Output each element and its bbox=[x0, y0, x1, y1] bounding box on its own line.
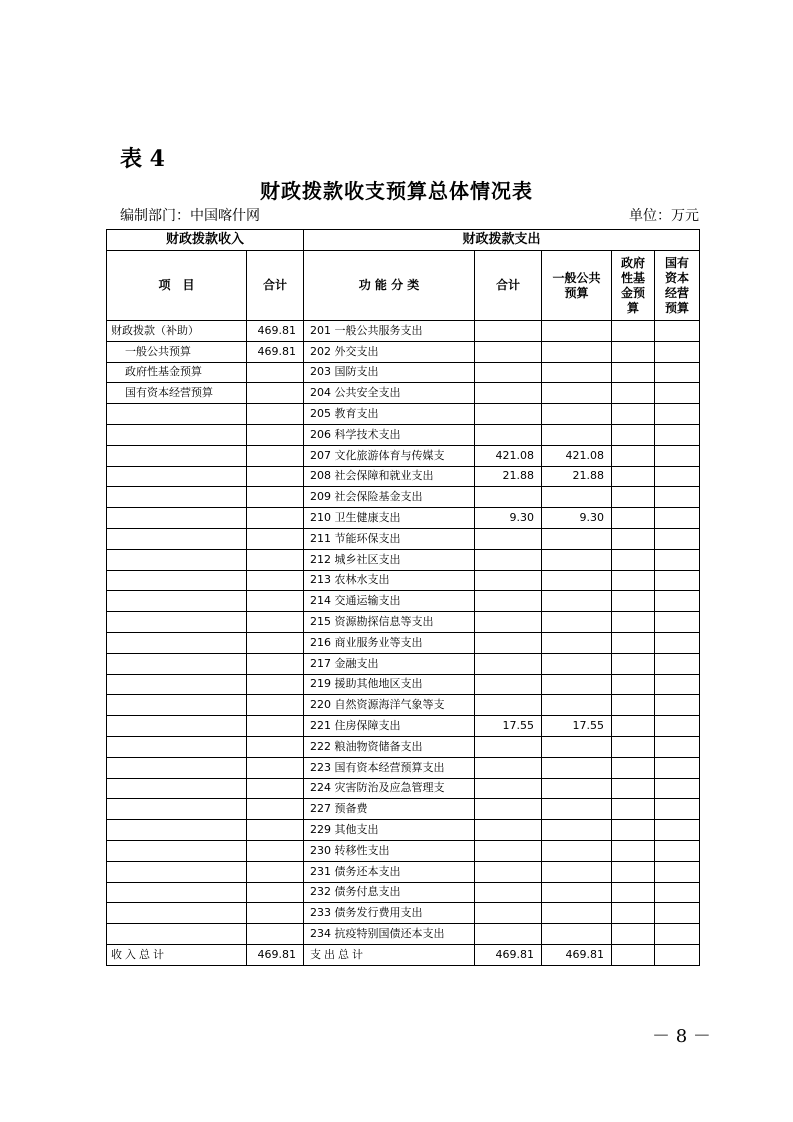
expense-total-cell bbox=[475, 861, 542, 882]
income-item-cell bbox=[107, 674, 247, 695]
state-capital-budget-cell bbox=[655, 903, 700, 924]
table-row bbox=[107, 424, 700, 445]
income-total-cell bbox=[247, 778, 304, 799]
income-total-cell bbox=[247, 903, 304, 924]
table-number: 表 4 bbox=[120, 146, 165, 172]
table-row bbox=[107, 778, 700, 799]
expense-total-cell bbox=[475, 570, 542, 591]
department-label: 编制部门：中国喀什网 bbox=[120, 208, 260, 224]
item-header: 项 目 bbox=[107, 251, 247, 321]
gov-fund-budget-header: 政府性基金预算 bbox=[612, 251, 655, 321]
income-total-label: 收入总计 bbox=[107, 944, 247, 965]
state-capital-budget-cell bbox=[655, 695, 700, 716]
expense-total-cell bbox=[475, 487, 542, 508]
income-total-cell bbox=[247, 570, 304, 591]
income-total-header: 合计 bbox=[247, 251, 304, 321]
income-total-cell bbox=[247, 695, 304, 716]
expense-total-cell bbox=[475, 840, 542, 861]
income-item-cell bbox=[107, 591, 247, 612]
expense-total-cell: 421.08 bbox=[475, 445, 542, 466]
function-class-cell: 212 城乡社区支出 bbox=[304, 549, 475, 570]
income-total-cell bbox=[247, 653, 304, 674]
function-class-cell: 208 社会保障和就业支出 bbox=[304, 466, 475, 487]
table-row bbox=[107, 341, 700, 362]
expense-total-cell bbox=[475, 362, 542, 383]
income-total-cell bbox=[247, 612, 304, 633]
general-budget-cell bbox=[542, 924, 612, 945]
state-capital-budget-cell bbox=[655, 674, 700, 695]
gov-fund-budget-cell bbox=[612, 612, 655, 633]
expense-total-cell bbox=[475, 632, 542, 653]
income-grand-total: 469.81 bbox=[247, 944, 304, 965]
state-capital-budget-cell bbox=[655, 466, 700, 487]
function-class-cell: 201 一般公共服务支出 bbox=[304, 321, 475, 342]
gov-fund-budget-cell bbox=[612, 820, 655, 841]
function-class-cell: 232 债务付息支出 bbox=[304, 882, 475, 903]
income-total-cell bbox=[247, 383, 304, 404]
gov-fund-budget-cell bbox=[612, 757, 655, 778]
expense-total-cell bbox=[475, 612, 542, 633]
income-item-cell bbox=[107, 820, 247, 841]
general-budget-cell bbox=[542, 778, 612, 799]
income-total-cell bbox=[247, 716, 304, 737]
income-total-cell bbox=[247, 424, 304, 445]
gov-fund-budget-cell bbox=[612, 882, 655, 903]
state-capital-budget-cell bbox=[655, 612, 700, 633]
income-total-cell bbox=[247, 820, 304, 841]
income-item-cell bbox=[107, 882, 247, 903]
expense-total-cell bbox=[475, 321, 542, 342]
function-class-cell: 220 自然资源海洋气象等支 bbox=[304, 695, 475, 716]
expense-total-cell bbox=[475, 383, 542, 404]
gov-fund-budget-cell bbox=[612, 653, 655, 674]
income-total-cell: 469.81 bbox=[247, 321, 304, 342]
general-budget-cell: 9.30 bbox=[542, 508, 612, 529]
income-total-cell bbox=[247, 404, 304, 425]
income-total-cell bbox=[247, 757, 304, 778]
general-budget-cell bbox=[542, 528, 612, 549]
state-capital-budget-cell bbox=[655, 924, 700, 945]
income-total-cell bbox=[247, 362, 304, 383]
income-total-cell bbox=[247, 674, 304, 695]
general-budget-cell bbox=[542, 674, 612, 695]
table-row bbox=[107, 570, 700, 591]
income-item-cell bbox=[107, 716, 247, 737]
general-budget-cell bbox=[542, 321, 612, 342]
state-capital-budget-cell bbox=[655, 591, 700, 612]
state-capital-budget-cell bbox=[655, 445, 700, 466]
state-capital-budget-cell bbox=[655, 716, 700, 737]
gov-fund-grand-total bbox=[612, 944, 655, 965]
general-budget-cell bbox=[542, 487, 612, 508]
income-item-cell bbox=[107, 695, 247, 716]
general-budget-cell bbox=[542, 861, 612, 882]
income-item-cell bbox=[107, 404, 247, 425]
gov-fund-budget-cell bbox=[612, 674, 655, 695]
expense-total-cell: 9.30 bbox=[475, 508, 542, 529]
income-total-cell bbox=[247, 632, 304, 653]
general-budget-cell bbox=[542, 424, 612, 445]
general-budget-grand-total: 469.81 bbox=[542, 944, 612, 965]
expense-total-cell bbox=[475, 820, 542, 841]
table-row bbox=[107, 674, 700, 695]
general-budget-header: 一般公共预算 bbox=[542, 251, 612, 321]
expense-total-cell bbox=[475, 757, 542, 778]
function-class-cell: 221 住房保障支出 bbox=[304, 716, 475, 737]
income-item-cell: 一般公共预算 bbox=[107, 341, 247, 362]
income-total-cell bbox=[247, 528, 304, 549]
income-item-cell bbox=[107, 736, 247, 757]
state-capital-budget-cell bbox=[655, 799, 700, 820]
gov-fund-budget-cell bbox=[612, 362, 655, 383]
table-row bbox=[107, 695, 700, 716]
gov-fund-budget-cell bbox=[612, 404, 655, 425]
table-row bbox=[107, 799, 700, 820]
income-item-cell bbox=[107, 528, 247, 549]
function-class-cell: 234 抗疫特别国债还本支出 bbox=[304, 924, 475, 945]
state-capital-budget-cell bbox=[655, 882, 700, 903]
state-capital-budget-cell bbox=[655, 840, 700, 861]
income-item-cell bbox=[107, 466, 247, 487]
expense-total-cell bbox=[475, 736, 542, 757]
function-class-cell: 206 科学技术支出 bbox=[304, 424, 475, 445]
table-row bbox=[107, 404, 700, 425]
general-budget-cell bbox=[542, 757, 612, 778]
gov-fund-budget-cell bbox=[612, 528, 655, 549]
table-row bbox=[107, 653, 700, 674]
income-total-cell bbox=[247, 882, 304, 903]
function-class-cell: 219 援助其他地区支出 bbox=[304, 674, 475, 695]
state-capital-budget-cell bbox=[655, 321, 700, 342]
page-number: － 8 － bbox=[652, 1026, 711, 1047]
income-item-cell bbox=[107, 508, 247, 529]
income-item-cell: 国有资本经营预算 bbox=[107, 383, 247, 404]
table-row bbox=[107, 466, 700, 487]
general-budget-cell bbox=[542, 632, 612, 653]
expense-total-cell bbox=[475, 882, 542, 903]
header-group-row bbox=[107, 230, 700, 251]
income-total-cell bbox=[247, 508, 304, 529]
table-row bbox=[107, 757, 700, 778]
expense-grand-total: 469.81 bbox=[475, 944, 542, 965]
gov-fund-budget-cell bbox=[612, 736, 655, 757]
budget-table bbox=[106, 229, 700, 966]
state-capital-budget-cell bbox=[655, 487, 700, 508]
gov-fund-budget-cell bbox=[612, 924, 655, 945]
state-capital-budget-header: 国有资本经营预算 bbox=[655, 251, 700, 321]
income-item-cell bbox=[107, 424, 247, 445]
table-row bbox=[107, 508, 700, 529]
table-row bbox=[107, 632, 700, 653]
general-budget-cell bbox=[542, 549, 612, 570]
income-item-cell bbox=[107, 861, 247, 882]
income-total-cell bbox=[247, 924, 304, 945]
function-class-cell: 203 国防支出 bbox=[304, 362, 475, 383]
function-class-cell: 215 资源勘探信息等支出 bbox=[304, 612, 475, 633]
expense-total-cell bbox=[475, 549, 542, 570]
function-class-cell: 224 灾害防治及应急管理支 bbox=[304, 778, 475, 799]
table-row bbox=[107, 840, 700, 861]
income-item-cell bbox=[107, 924, 247, 945]
gov-fund-budget-cell bbox=[612, 445, 655, 466]
income-total-cell bbox=[247, 799, 304, 820]
header-column-row bbox=[107, 251, 700, 321]
function-class-cell: 231 债务还本支出 bbox=[304, 861, 475, 882]
table-row bbox=[107, 924, 700, 945]
gov-fund-budget-cell bbox=[612, 321, 655, 342]
general-budget-cell bbox=[542, 820, 612, 841]
income-item-cell bbox=[107, 570, 247, 591]
expense-total-cell bbox=[475, 653, 542, 674]
gov-fund-budget-cell bbox=[612, 424, 655, 445]
table-row bbox=[107, 736, 700, 757]
function-class-cell: 214 交通运输支出 bbox=[304, 591, 475, 612]
gov-fund-budget-cell bbox=[612, 466, 655, 487]
table-row bbox=[107, 716, 700, 737]
expense-total-cell bbox=[475, 778, 542, 799]
unit-label: 单位：万元 bbox=[629, 208, 699, 224]
expense-group-header: 财政拨款支出 bbox=[304, 230, 700, 251]
income-item-cell bbox=[107, 632, 247, 653]
table-row bbox=[107, 549, 700, 570]
state-capital-budget-cell bbox=[655, 549, 700, 570]
function-class-cell: 217 金融支出 bbox=[304, 653, 475, 674]
expense-total-header: 合计 bbox=[475, 251, 542, 321]
state-capital-budget-cell bbox=[655, 383, 700, 404]
gov-fund-budget-cell bbox=[612, 695, 655, 716]
gov-fund-budget-cell bbox=[612, 383, 655, 404]
table-row bbox=[107, 487, 700, 508]
income-item-cell bbox=[107, 799, 247, 820]
gov-fund-budget-cell bbox=[612, 591, 655, 612]
gov-fund-budget-cell bbox=[612, 778, 655, 799]
gov-fund-budget-cell bbox=[612, 903, 655, 924]
gov-fund-budget-cell bbox=[612, 632, 655, 653]
income-item-cell: 财政拨款（补助） bbox=[107, 321, 247, 342]
income-total-cell bbox=[247, 736, 304, 757]
general-budget-cell bbox=[542, 341, 612, 362]
state-capital-budget-cell bbox=[655, 653, 700, 674]
income-item-cell bbox=[107, 903, 247, 924]
general-budget-cell bbox=[542, 903, 612, 924]
table-row bbox=[107, 445, 700, 466]
table-row bbox=[107, 528, 700, 549]
state-capital-budget-cell bbox=[655, 528, 700, 549]
gov-fund-budget-cell bbox=[612, 716, 655, 737]
expense-total-cell bbox=[475, 903, 542, 924]
expense-total-cell bbox=[475, 799, 542, 820]
expense-total-label: 支出总计 bbox=[304, 944, 475, 965]
table-row bbox=[107, 383, 700, 404]
gov-fund-budget-cell bbox=[612, 840, 655, 861]
table-row bbox=[107, 820, 700, 841]
income-total-cell: 469.81 bbox=[247, 341, 304, 362]
expense-total-cell: 21.88 bbox=[475, 466, 542, 487]
general-budget-cell: 17.55 bbox=[542, 716, 612, 737]
function-class-cell: 216 商业服务业等支出 bbox=[304, 632, 475, 653]
state-capital-budget-cell bbox=[655, 757, 700, 778]
income-item-cell bbox=[107, 612, 247, 633]
general-budget-cell bbox=[542, 383, 612, 404]
income-group-header: 财政拨款收入 bbox=[107, 230, 304, 251]
income-item-cell bbox=[107, 487, 247, 508]
income-item-cell: 政府性基金预算 bbox=[107, 362, 247, 383]
general-budget-cell bbox=[542, 653, 612, 674]
general-budget-cell bbox=[542, 695, 612, 716]
general-budget-cell bbox=[542, 612, 612, 633]
table-row bbox=[107, 861, 700, 882]
function-class-cell: 202 外交支出 bbox=[304, 341, 475, 362]
document-title: 财政拨款收支预算总体情况表 bbox=[260, 179, 533, 203]
table-row bbox=[107, 362, 700, 383]
general-budget-cell bbox=[542, 840, 612, 861]
state-capital-budget-cell bbox=[655, 632, 700, 653]
gov-fund-budget-cell bbox=[612, 341, 655, 362]
income-total-cell bbox=[247, 861, 304, 882]
function-class-cell: 204 公共安全支出 bbox=[304, 383, 475, 404]
state-capital-budget-cell bbox=[655, 820, 700, 841]
function-class-cell: 230 转移性支出 bbox=[304, 840, 475, 861]
expense-total-cell bbox=[475, 424, 542, 445]
expense-total-cell bbox=[475, 404, 542, 425]
expense-total-cell bbox=[475, 591, 542, 612]
function-class-cell: 209 社会保险基金支出 bbox=[304, 487, 475, 508]
general-budget-cell bbox=[542, 799, 612, 820]
income-total-cell bbox=[247, 840, 304, 861]
income-item-cell bbox=[107, 778, 247, 799]
function-class-cell: 205 教育支出 bbox=[304, 404, 475, 425]
function-class-cell: 211 节能环保支出 bbox=[304, 528, 475, 549]
state-capital-budget-cell bbox=[655, 570, 700, 591]
table-row bbox=[107, 903, 700, 924]
state-capital-budget-cell bbox=[655, 341, 700, 362]
expense-total-cell bbox=[475, 528, 542, 549]
state-capital-budget-cell bbox=[655, 778, 700, 799]
general-budget-cell bbox=[542, 591, 612, 612]
function-class-cell: 213 农林水支出 bbox=[304, 570, 475, 591]
gov-fund-budget-cell bbox=[612, 799, 655, 820]
general-budget-cell bbox=[542, 736, 612, 757]
function-class-cell: 227 预备费 bbox=[304, 799, 475, 820]
general-budget-cell bbox=[542, 404, 612, 425]
expense-total-cell bbox=[475, 341, 542, 362]
totals-row bbox=[107, 944, 700, 965]
income-total-cell bbox=[247, 549, 304, 570]
general-budget-cell: 421.08 bbox=[542, 445, 612, 466]
state-capital-budget-cell bbox=[655, 861, 700, 882]
function-class-cell: 233 债务发行费用支出 bbox=[304, 903, 475, 924]
expense-total-cell bbox=[475, 924, 542, 945]
table-row bbox=[107, 882, 700, 903]
income-item-cell bbox=[107, 653, 247, 674]
gov-fund-budget-cell bbox=[612, 487, 655, 508]
state-capital-budget-cell bbox=[655, 362, 700, 383]
income-total-cell bbox=[247, 445, 304, 466]
state-capital-budget-cell bbox=[655, 404, 700, 425]
state-capital-budget-cell bbox=[655, 736, 700, 757]
function-class-cell: 222 粮油物资储备支出 bbox=[304, 736, 475, 757]
function-class-cell: 229 其他支出 bbox=[304, 820, 475, 841]
income-total-cell bbox=[247, 591, 304, 612]
gov-fund-budget-cell bbox=[612, 570, 655, 591]
general-budget-cell bbox=[542, 362, 612, 383]
table-row bbox=[107, 321, 700, 342]
income-total-cell bbox=[247, 466, 304, 487]
income-total-cell bbox=[247, 487, 304, 508]
gov-fund-budget-cell bbox=[612, 549, 655, 570]
function-class-cell: 207 文化旅游体育与传媒支 bbox=[304, 445, 475, 466]
income-item-cell bbox=[107, 840, 247, 861]
gov-fund-budget-cell bbox=[612, 508, 655, 529]
general-budget-cell bbox=[542, 570, 612, 591]
general-budget-cell bbox=[542, 882, 612, 903]
state-capital-budget-cell bbox=[655, 424, 700, 445]
state-capital-grand-total bbox=[655, 944, 700, 965]
state-capital-budget-cell bbox=[655, 508, 700, 529]
expense-total-cell bbox=[475, 674, 542, 695]
income-item-cell bbox=[107, 549, 247, 570]
expense-total-cell: 17.55 bbox=[475, 716, 542, 737]
income-item-cell bbox=[107, 757, 247, 778]
function-class-cell: 210 卫生健康支出 bbox=[304, 508, 475, 529]
gov-fund-budget-cell bbox=[612, 861, 655, 882]
table-row bbox=[107, 591, 700, 612]
expense-total-cell bbox=[475, 695, 542, 716]
general-budget-cell: 21.88 bbox=[542, 466, 612, 487]
function-class-header: 功 能 分 类 bbox=[304, 251, 475, 321]
function-class-cell: 223 国有资本经营预算支出 bbox=[304, 757, 475, 778]
table-row bbox=[107, 612, 700, 633]
income-item-cell bbox=[107, 445, 247, 466]
